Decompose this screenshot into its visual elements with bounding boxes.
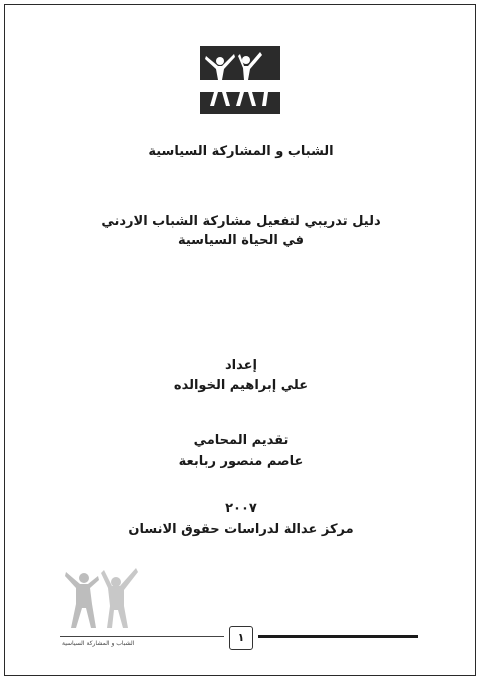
logo xyxy=(200,46,280,114)
presented-by-label: تقديم المحامي xyxy=(193,433,289,448)
footer-caption: الشباب و المشاركة السياسية xyxy=(62,640,135,647)
publisher-organization: مركز عدالة لدراسات حقوق الانسان xyxy=(128,522,354,537)
publication-year: ٢٠٠٧ xyxy=(225,501,257,516)
page-number: ١ xyxy=(229,626,253,650)
footer-divider-right xyxy=(258,635,418,638)
logo-wordmark: شــارك xyxy=(248,80,270,88)
document-title: الشباب و المشاركة السياسية xyxy=(148,144,334,159)
presenter-name: عاصم منصور ربابعة xyxy=(178,454,304,469)
prepared-by-label: إعداد xyxy=(225,358,257,373)
document-subtitle-line-2: في الحياة السياسية xyxy=(177,233,304,248)
author-name: علي إبراهيم الخوالده xyxy=(173,378,309,393)
footer-figures-icon xyxy=(62,566,142,632)
footer-divider-left xyxy=(60,636,224,637)
document-subtitle-line-1: دليل تدريبي لتفعيل مشاركة الشباب الاردني xyxy=(101,214,381,229)
